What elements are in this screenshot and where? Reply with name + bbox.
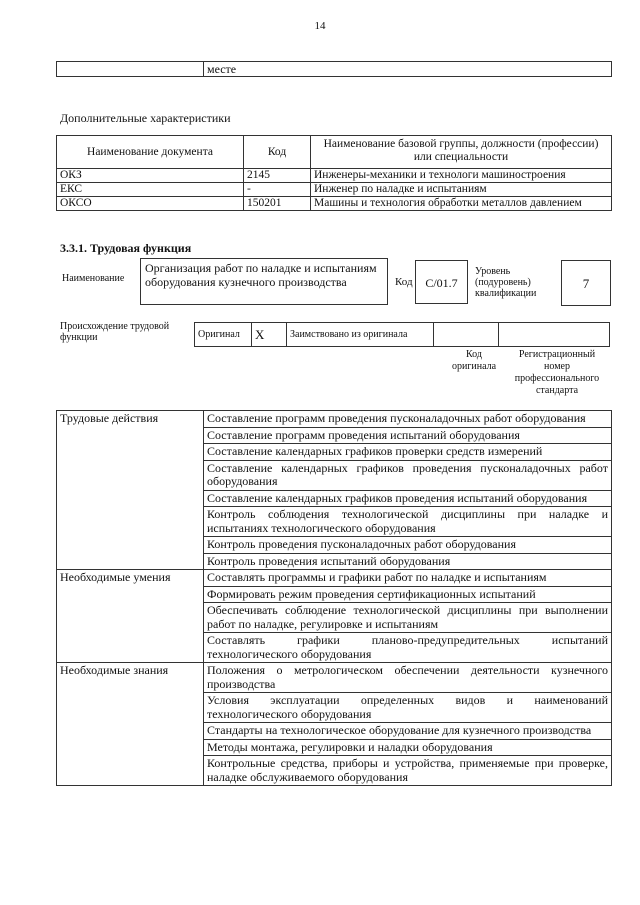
cell-code: - [244, 183, 311, 197]
table-header-row [57, 136, 612, 169]
additional-title: Дополнительные характеристики [60, 111, 231, 125]
table-row [57, 570, 612, 587]
prev-cell-left [57, 62, 204, 77]
header-group: Наименование базовой группы, должности (профессии) или специальности [311, 136, 612, 169]
page-number: 14 [314, 20, 326, 32]
qualification-level: 7 [561, 260, 611, 306]
list-item: Составление календарных графиков проведения испытаний оборудования [204, 490, 612, 507]
code-label: Код [395, 276, 413, 288]
list-item: Контроль соблюдения технологической дисциплины при наладке и испытаниях технологического оборудования [204, 507, 612, 537]
list-item: Методы монтажа, регулировки и наладки оборудования [204, 739, 612, 756]
previous-table-tail [56, 61, 612, 77]
prev-cell-right: месте [204, 62, 612, 77]
table-row [57, 663, 612, 693]
cell-code: 150201 [244, 197, 311, 211]
cell-doc: ЕКС [57, 183, 244, 197]
list-item: Составление календарных графиков проверки средств измерений [204, 444, 612, 461]
list-item: Контроль проведения пусконаладочных работ оборудования [204, 537, 612, 554]
registration-number-label: Регистрационный номер профессионального стандарта [514, 349, 600, 396]
registration-number-cell [499, 323, 610, 347]
cell-doc: ОКЗ [57, 169, 244, 183]
original-label: Оригинал [195, 323, 252, 347]
original-code-label: Код оригинала [451, 349, 497, 372]
original-code-cell [434, 323, 499, 347]
header-code: Код [244, 136, 311, 169]
cell-code: 2145 [244, 169, 311, 183]
cell-group: Инженер по наладке и испытаниям [311, 183, 612, 197]
level-label: Уровень (подуровень) квалификации [475, 266, 537, 299]
function-details-table [56, 410, 612, 786]
section-title-knowledge: Необходимые знания [57, 663, 204, 786]
list-item: Контроль проведения испытаний оборудования [204, 553, 612, 570]
table-row [57, 411, 612, 428]
list-item: Составление программ проведения пусконаладочных работ оборудования [204, 411, 612, 428]
additional-table [56, 135, 612, 211]
list-item: Контрольные средства, приборы и устройства, применяемые при проверке, наладке обслуживаемого оборудования [204, 756, 612, 786]
original-mark: X [252, 323, 287, 347]
list-item: Положения о метрологическом обеспечении деятельности кузнечного производства [204, 663, 612, 693]
table-row [57, 169, 612, 183]
name-label: Наименование [62, 273, 125, 284]
section-title-actions: Трудовые действия [57, 411, 204, 570]
borrowed-label: Заимствовано из оригинала [287, 323, 434, 347]
section-title-skills: Необходимые умения [57, 570, 204, 663]
list-item: Составление календарных графиков проведения пусконаладочных работ оборудования [204, 460, 612, 490]
origin-table [194, 322, 610, 347]
cell-doc: ОКСО [57, 197, 244, 211]
list-item: Формировать режим проведения сертификационных испытаний [204, 586, 612, 603]
list-item: Составлять программы и графики работ по наладке и испытаниям [204, 570, 612, 587]
list-item: Составление программ проведения испытаний оборудования [204, 427, 612, 444]
function-code: С/01.7 [415, 260, 468, 304]
table-row [57, 183, 612, 197]
list-item: Условия эксплуатации определенных видов и наименований технологического оборудования [204, 693, 612, 723]
cell-group: Машины и технология обработки металлов давлением [311, 197, 612, 211]
cell-group: Инженеры-механики и технологи машиностроения [311, 169, 612, 183]
header-doc: Наименование документа [57, 136, 244, 169]
list-item: Стандарты на технологическое оборудование для кузнечного производства [204, 723, 612, 740]
list-item: Составлять графики планово-предупредительных испытаний технологического оборудования [204, 633, 612, 663]
function-title: 3.3.1. Трудовая функция [60, 241, 192, 255]
function-name: Организация работ по наладке и испытаниям оборудования кузнечного производства [140, 258, 388, 305]
origin-label: Происхождение трудовой функции [60, 321, 170, 343]
table-row [57, 197, 612, 211]
list-item: Обеспечивать соблюдение технологической дисциплины при выполнении работ по наладке, регулировке и испытаниям [204, 603, 612, 633]
